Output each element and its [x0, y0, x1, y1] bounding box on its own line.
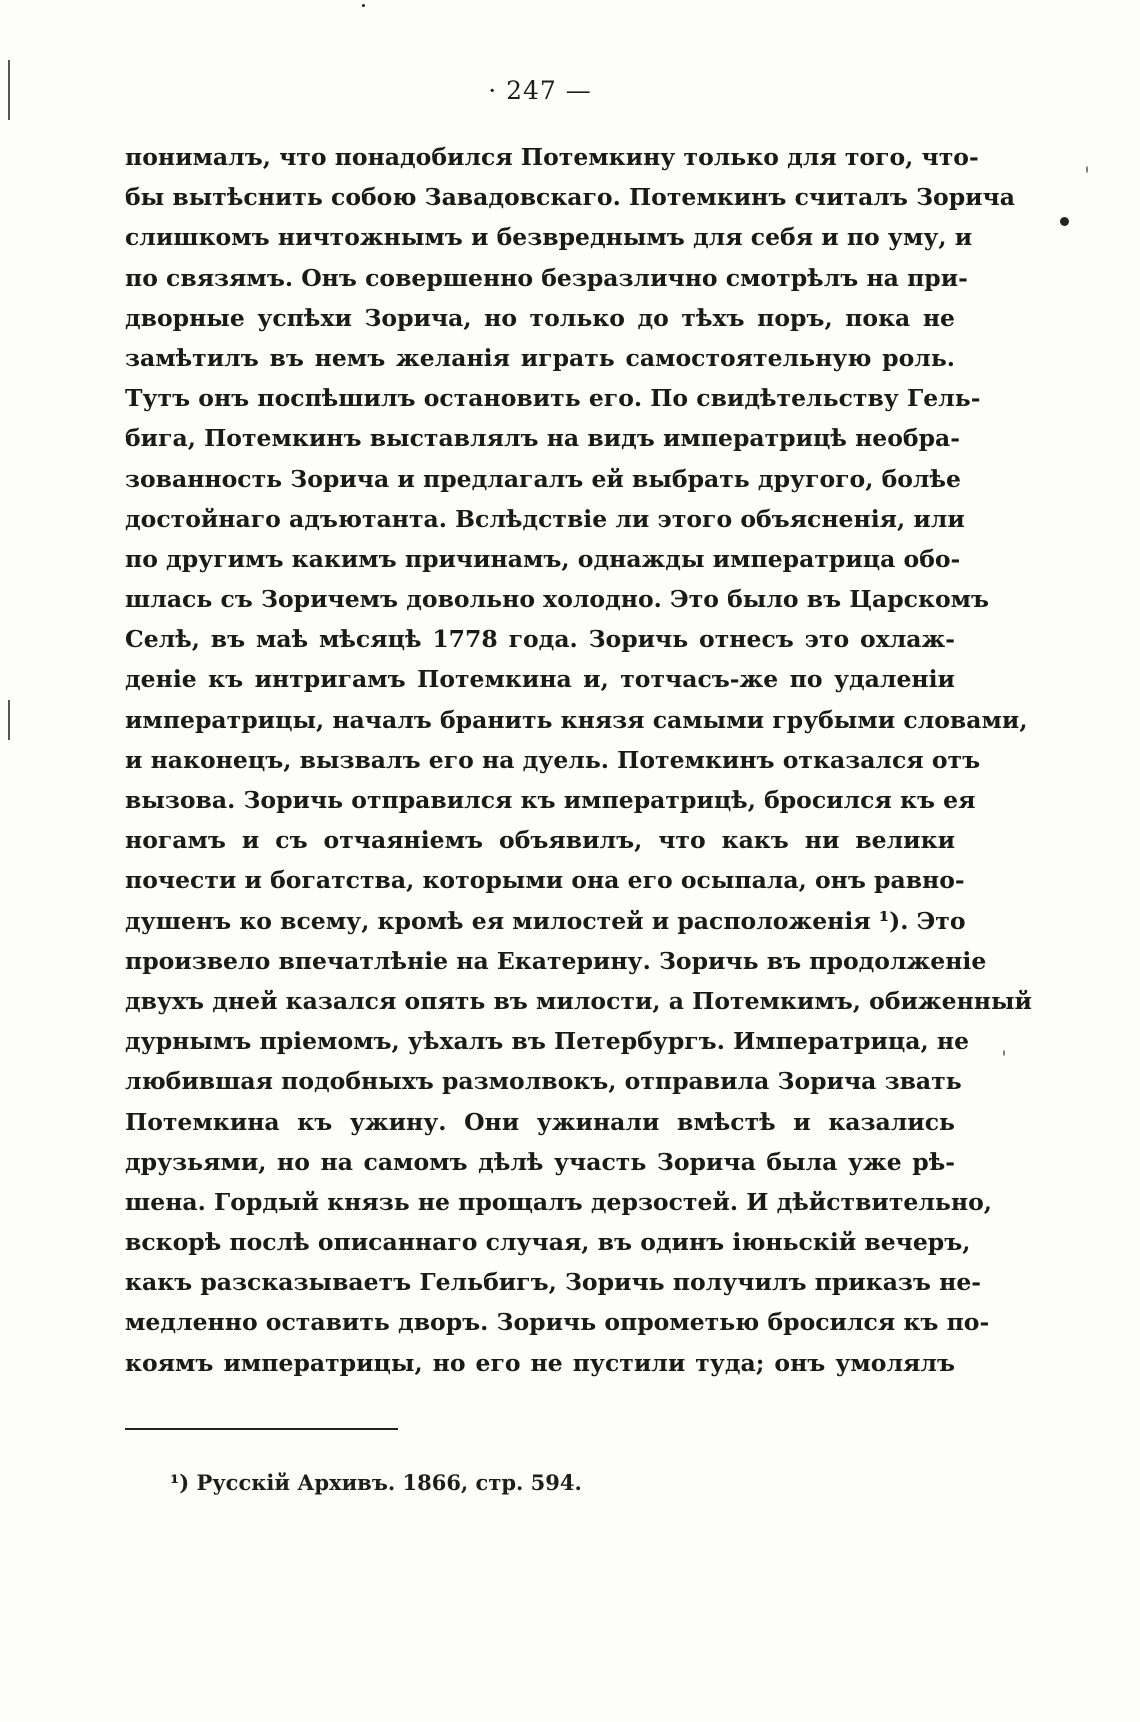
text-line: душенъ ко всему, кромѣ ея милостей и расположенія ¹). Это [125, 906, 966, 935]
scan-speck [1060, 217, 1069, 226]
page-number: · 247 — [488, 76, 592, 105]
text-line: дворные успѣхи Зорича, но только до тѣхъ поръ, пока не [125, 303, 955, 332]
text-line: зованность Зорича и предлагалъ ей выбрать другого, болѣе [125, 464, 961, 493]
text-line: замѣтилъ въ немъ желанія играть самостоятельную роль. [125, 343, 955, 372]
text-line: по другимъ какимъ причинамъ, однажды императрица обо- [125, 544, 961, 573]
text-line: понималъ, что понадобился Потемкину только для того, что- [125, 143, 979, 171]
footnote: ¹) Русскій Архивъ. 1866, стр. 594. [170, 1470, 582, 1495]
text-line: шена. Гордый князь не прощалъ дерзостей. И дѣйствительно, [125, 1187, 992, 1216]
text-line: ногамъ и съ отчаяніемъ объявилъ, что какъ ни велики [125, 826, 955, 855]
text-line: Тутъ онъ поспѣшилъ остановить его. По свидѣтельству Гель- [125, 384, 981, 413]
text-line: вызова. Зоричь отправился къ императрицѣ, бросился къ ея [125, 786, 976, 814]
text-line: шлась съ Зоричемъ довольно холодно. Это было въ Царскомъ [125, 585, 990, 614]
text-line: и наконецъ, вызвалъ его на дуель. Потемкинъ отказался отъ [125, 745, 981, 774]
text-line: бы вытѣснить собою Завадовскаго. Потемкинъ считалъ Зорича [125, 183, 1015, 212]
text-line: коямъ императрицы, но его не пустили туда; онъ умолялъ [125, 1348, 955, 1377]
text-line: вскорѣ послѣ описаннаго случая, въ одинъ іюньскій вечеръ, [125, 1228, 971, 1257]
text-line: бига, Потемкинъ выставлялъ на видъ императрицѣ необра- [125, 424, 961, 453]
text-line: какъ разсказываетъ Гельбигъ, Зоричь получилъ приказъ не- [125, 1268, 982, 1297]
text-line: медленно оставить дворъ. Зоричь опрометью бросился къ по- [125, 1308, 990, 1337]
scan-speck [362, 4, 365, 7]
scan-edge-mark [8, 700, 10, 740]
scan-edge-mark [8, 60, 10, 120]
text-line: дурнымъ пріемомъ, уѣхалъ въ Петербургъ. Императрица, не [125, 1027, 970, 1056]
text-line: Селѣ, въ маѣ мѣсяцѣ 1778 года. Зоричь отнесъ это охлаж- [125, 625, 955, 654]
text-line: слишкомъ ничтожнымъ и безвреднымъ для себя и по уму, и [125, 223, 973, 252]
text-line: по связямъ. Онъ совершенно безразлично смотрѣлъ на при- [125, 263, 968, 292]
body-text [125, 137, 1032, 1383]
scan-speck [1086, 166, 1088, 173]
scan-speck [1003, 1050, 1005, 1056]
text-line: достойнаго адъютанта. Вслѣдствіе ли этого объясненія, или [125, 504, 965, 533]
text-line: Потемкина къ ужину. Они ужинали вмѣстѣ и казались [125, 1107, 955, 1136]
text-line: друзьями, но на самомъ дѣлѣ участь Зорича была уже рѣ- [125, 1147, 955, 1176]
footnote-divider [125, 1428, 398, 1430]
text-line: любившая подобныхъ размолвокъ, отправила Зорича звать [125, 1067, 962, 1096]
text-line: произвело впечатлѣніе на Екатерину. Зоричь въ продолженіе [125, 946, 987, 975]
text-line: императрицы, началъ бранить князя самыми грубыми словами, [125, 705, 1028, 734]
text-line: почести и богатства, которыми она его осыпала, онъ равно- [125, 866, 965, 895]
text-line: деніе къ интригамъ Потемкина и, тотчасъ-же по удаленіи [125, 665, 955, 694]
text-line: двухъ дней казался опять въ милости, а Потемкимъ, обиженный [125, 986, 1032, 1015]
